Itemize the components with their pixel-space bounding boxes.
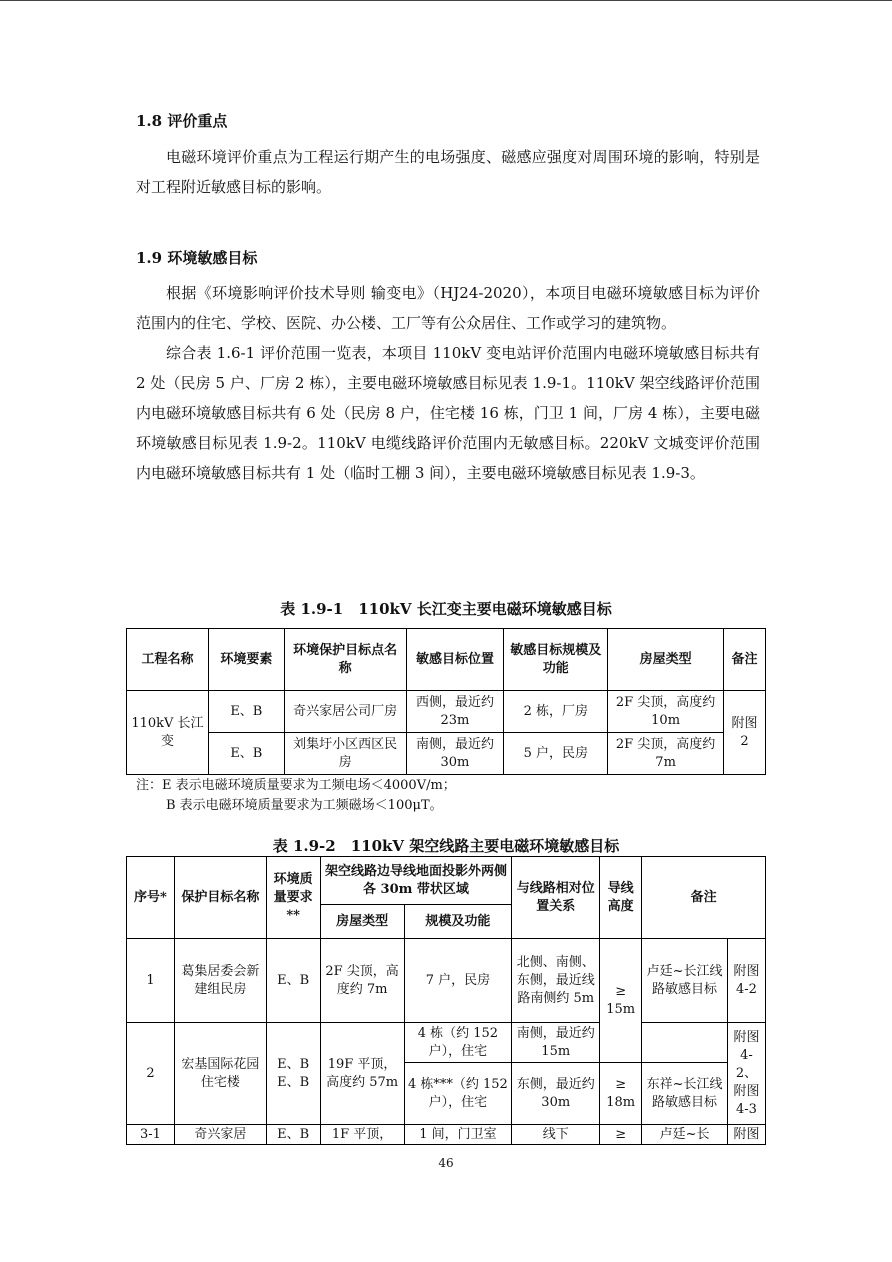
header-wire-height: 导线高度 <box>600 857 642 939</box>
header-house-type: 房屋类型 <box>608 629 724 691</box>
header-house-type: 房屋类型 <box>320 905 404 939</box>
section-heading-1-9: 1.9 环境敏感目标 <box>136 249 258 267</box>
header-area: 架空线路边导线地面投影外两侧各 30m 带状区域 <box>320 857 512 905</box>
table-row: 2 宏基国际花园住宅楼 E、B E、B 19F 平顶，高度约 57m 4 栋（约 152 户），住宅 南侧，最近约 15m 附图 4-2、附图 4-3 <box>127 1023 766 1063</box>
header-target-name: 保护目标名称 <box>174 857 266 939</box>
header-target-position: 敏感目标位置 <box>406 629 504 691</box>
remark-cell: 附图 2 <box>724 691 766 775</box>
table-row: 110kV 长江变 E、B 奇兴家居公司厂房 西侧，最近约 23m 2 栋，厂房 2F 尖顶，高度约 10m 附图 2 <box>127 691 766 733</box>
header-project-name: 工程名称 <box>127 629 209 691</box>
table-note-e: 注：E 表示电磁环境质量要求为工频电场＜4000V/m； <box>136 778 456 793</box>
header-relative-position: 与线路相对位置关系 <box>512 857 600 939</box>
header-scale: 规模及功能 <box>404 905 512 939</box>
table-row: 1 葛集居委会新建组民房 E、B 2F 尖顶，高度约 7m 7 户，民房 北侧、南侧、东侧，最近线路南侧约 5m ≥ 15m 卢廷~长江线路敏感目标 附图 4-2 <box>127 939 766 1023</box>
table-row: 4 栋***（约 152 户），住宅 东侧，最近约 30m ≥ 18m 东祥~长江线路敏感目标 <box>127 1063 766 1125</box>
table-1-9-1-caption: 表 1.9-1 110kV 长江变主要电磁环境敏感目标 <box>280 600 612 618</box>
table-1-9-2 <box>126 856 766 1145</box>
page-top-border <box>0 0 892 1</box>
section-1-9-paragraphs <box>136 278 760 488</box>
section-1-9-paragraph-2: 综合表 1.6-1 评价范围一览表，本项目 110kV 变电站评价范围内电磁环境敏感目标共有 2 处（民房 5 户、厂房 2 栋），主要电磁环境敏感目标见表 1.9-1。110kV 架空线路评价范围内电磁环境敏感目标共有 6 处（民房 8 户，住宅楼 16 栋，门卫 1 间，厂房 4 栋），主要电磁环境敏感目标见表 1.9-2。110kV 电缆线路评价范围内无敏感目标。220kV 文城变评价范围内电磁环境敏感目标共有 1 处（临时工棚 3 间），主要电磁环境敏感目标见表 1.9-3。 <box>136 344 760 482</box>
table-note-b: B 表示电磁环境质量要求为工频磁场＜100μT。 <box>166 798 443 813</box>
table-1-9-1 <box>126 628 766 775</box>
section-heading-1-8: 1.8 评价重点 <box>136 112 228 130</box>
table-row: 3-1 奇兴家居 E、B 1F 平顶， 1 间，门卫室 线下 ≥ 卢廷~长 附图 <box>127 1125 766 1145</box>
header-no: 序号* <box>127 857 175 939</box>
page-number: 46 <box>438 1156 454 1170</box>
project-name-cell: 110kV 长江变 <box>127 691 209 775</box>
table-1-9-2-caption: 表 1.9-2 110kV 架空线路主要电磁环境敏感目标 <box>272 837 620 855</box>
header-remark: 备注 <box>642 857 766 939</box>
header-target-name: 环境保护目标点名称 <box>284 629 406 691</box>
header-environment-element: 环境要素 <box>208 629 284 691</box>
header-remark: 备注 <box>724 629 766 691</box>
table-row: E、B 刘集圩小区西区民房 南侧，最近约 30m 5 户，民房 2F 尖顶，高度约 7m <box>127 733 766 775</box>
section-1-9-paragraph-1: 根据《环境影响评价技术导则 输变电》（HJ24-2020），本项目电磁环境敏感目标为评价范围内的住宅、学校、医院、办公楼、工厂等有公众居住、工作或学习的建筑物。 <box>136 284 760 332</box>
header-target-scale: 敏感目标规模及功能 <box>504 629 608 691</box>
section-1-8-paragraph: 电磁环境评价重点为工程运行期产生的电场强度、磁感应强度对周围环境的影响，特别是对工程附近敏感目标的影响。 <box>136 148 760 196</box>
header-requirement: 环境质量要求** <box>266 857 320 939</box>
